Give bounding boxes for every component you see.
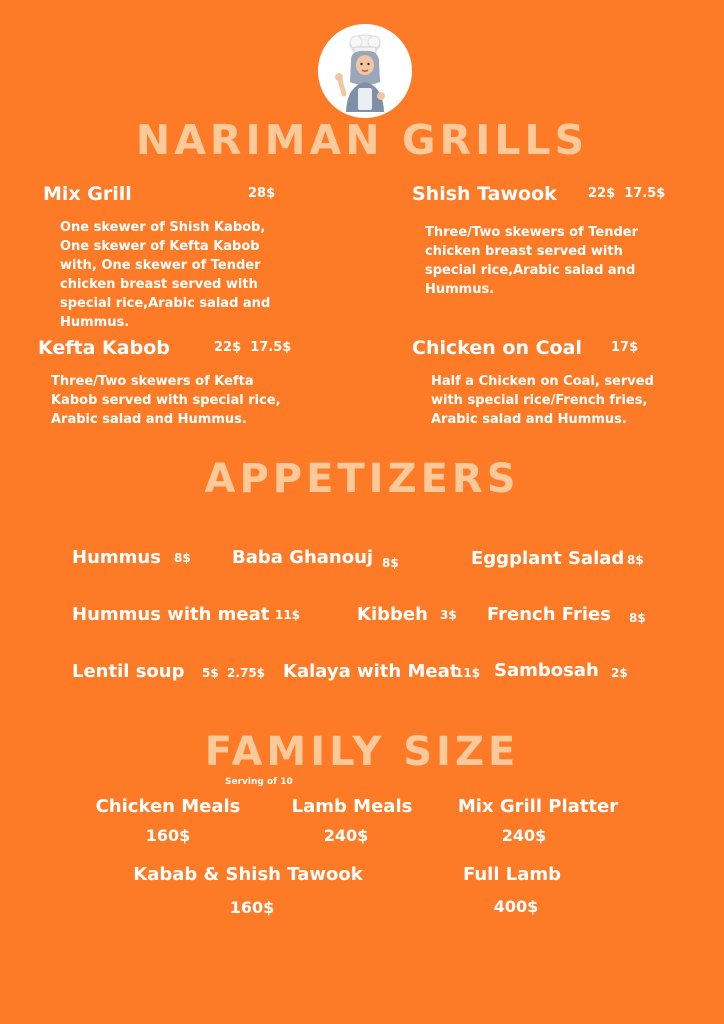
appetizer-name: French Fries — [487, 604, 611, 625]
appetizers-heading: APPETIZERS — [204, 456, 520, 502]
menu-item-description: Half a Chicken on Coal, served with special rice/French fries, Arabic salad and Hummus. — [431, 374, 654, 427]
appetizer-price: 8$ — [627, 553, 644, 567]
family-meal-name: Mix Grill Platter — [457, 796, 619, 817]
menu-item-name: Chicken on Coal — [412, 337, 582, 359]
family-meal-name: Lamb Meals — [291, 796, 413, 817]
menu-item-name: Shish Tawook — [412, 183, 557, 205]
appetizer-name: Kalaya with Meat — [283, 661, 459, 682]
appetizer-price: 11$ — [275, 608, 301, 622]
appetizer-price: 8$ — [629, 611, 646, 625]
menu-item-price: 22$ 17.5$ — [214, 340, 292, 355]
restaurant-title: NARIMAN GRILLS — [135, 116, 589, 164]
menu-item-name: Mix Grill — [43, 183, 132, 205]
family-meal-price: 240$ — [501, 826, 547, 845]
family-meal-name: Chicken Meals — [95, 796, 241, 817]
menu-item-price: 28$ — [248, 186, 276, 201]
menu-item-name: Kefta Kabob — [38, 337, 170, 359]
appetizer-price: 8$ — [382, 556, 399, 570]
appetizer-price: 11$ — [455, 666, 481, 680]
family-meal-name: Full Lamb — [462, 864, 562, 885]
appetizer-name: Kibbeh — [357, 604, 428, 625]
family-meal-price: 240$ — [323, 826, 369, 845]
family-size-heading: FAMILY SIZE — [204, 729, 520, 775]
family-meal-price: 160$ — [145, 826, 191, 845]
appetizer-price: 2$ — [611, 666, 628, 680]
serving-note: Serving of 10 — [225, 777, 293, 787]
menu-item-description: One skewer of Shish Kabob, One skewer of Kefta Kabob with, One skewer of Tender chicken breast served with special rice,Arabic salad and Hummus. — [60, 220, 271, 330]
menu-item-price: 17$ — [611, 340, 639, 355]
family-meal-name: Kabab & Shish Tawook — [133, 864, 363, 885]
appetizer-name: Lentil soup — [72, 661, 185, 682]
family-meal-price: 160$ — [229, 898, 275, 917]
appetizer-name: Baba Ghanouj — [232, 547, 374, 568]
appetizer-name: Hummus — [72, 547, 161, 568]
appetizer-name: Eggplant Salad — [471, 548, 625, 569]
appetizer-price: 3$ — [440, 608, 457, 622]
menu-item-price: 22$ 17.5$ — [588, 186, 666, 201]
appetizer-price: 5$ 2.75$ — [202, 666, 266, 680]
appetizer-price: 8$ — [174, 551, 191, 565]
menu-item-description: Three/Two skewers of Kefta Kabob served with special rice, Arabic salad and Hummus. — [51, 374, 281, 427]
appetizer-name: Hummus with meat — [72, 604, 270, 625]
appetizer-name: Sambosah — [494, 660, 599, 681]
family-meal-price: 400$ — [493, 897, 539, 916]
chef-avatar-icon — [318, 24, 412, 118]
menu-item-description: Three/Two skewers of Tender chicken breast served with special rice,Arabic salad and Hummus. — [425, 225, 639, 297]
